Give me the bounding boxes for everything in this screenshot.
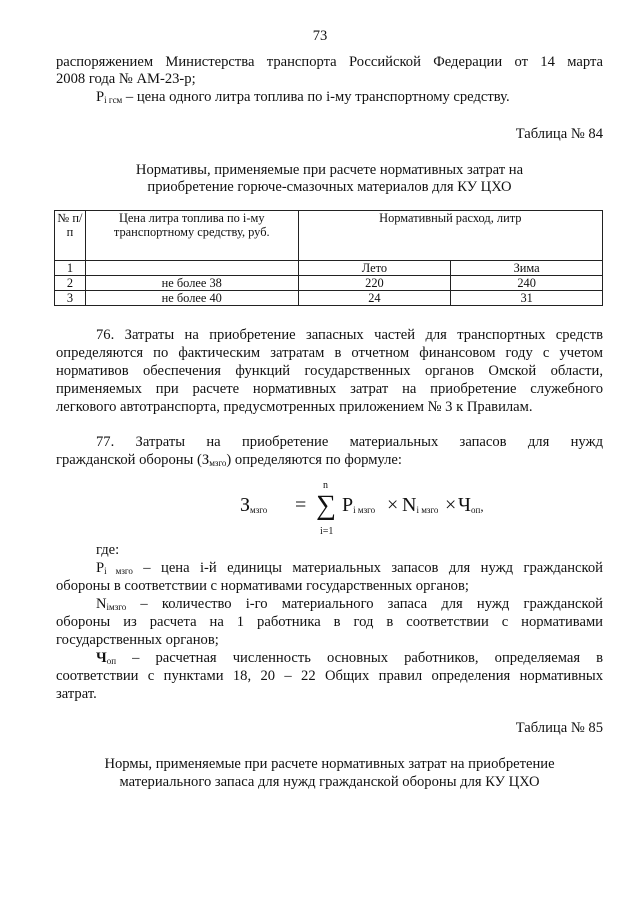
table-84-title-line-2: приобретение горюче-смазочных материалов для КУ ЦХО [147, 179, 512, 195]
row-1-price-empty [85, 261, 298, 276]
p-gsm-text: – цена одного литра топлива по i-му транспортному средству. [122, 89, 510, 105]
table-85-label: Таблица № 85 [515, 720, 603, 736]
header-price: Цена литра топлива по i-му транспортному средству, руб. [85, 211, 298, 261]
header-num: № п/п [55, 211, 86, 261]
p77-line-1: 77. Затраты на приобретение материальных запасов для нужд [96, 434, 603, 450]
row-summer: 220 [298, 276, 451, 291]
formula-times-1: × [387, 494, 399, 516]
def-p-line-1: $P_{i мзго}$ – цена i-й единицы материальных запасов для нужд гражданской [96, 560, 603, 576]
formula-times-2: × [445, 494, 457, 516]
row-winter: 240 [451, 276, 603, 291]
row-num: 3 [55, 291, 86, 306]
page-number: 73 [312, 28, 328, 44]
p76-line-5: легкового автотранспорта, предусмотренных приложением № 3 к Правилам. [56, 399, 533, 415]
fuel-norms-table [54, 210, 603, 306]
sum-symbol: ∑ [316, 490, 336, 521]
def-p-line-2: обороны в соответствии с нормативами государственных органов; [56, 578, 469, 594]
row-1-num: 1 [55, 261, 86, 276]
p77-text-b: ) определяются по формуле: [226, 452, 402, 468]
row-price: не более 38 [85, 276, 298, 291]
header-norm: Нормативный расход, литр [298, 211, 602, 261]
p-gsm-definition [96, 89, 603, 106]
table-row [55, 291, 603, 306]
def-n-line-3: государственных органов; [56, 632, 219, 648]
table-84-label: Таблица № 84 [515, 126, 603, 142]
p77-subscript: мзго [209, 458, 227, 468]
p76-line-3: нормативов обеспечения функций государственных органов Омской области, [56, 363, 603, 379]
formula-equals: = [295, 494, 307, 516]
where-label: где: [96, 542, 120, 558]
table-84-title-line-1: Нормативы, применяемые при расчете нормативных затрат на [135, 162, 524, 178]
row-winter: 31 [451, 291, 603, 306]
p77-text-a: гражданской обороны (З [56, 452, 210, 468]
row-num: 2 [55, 276, 86, 291]
intro-line-1: распоряжением Министерства транспорта Российской Федерации от 14 марта [56, 54, 603, 70]
p77-line-2 [56, 452, 603, 469]
def-ch-line-2: соответствии с пунктами 18, 20 – 22 Общих правил определения нормативных [56, 668, 603, 684]
formula-p: $P_{i мзго}$ [342, 494, 376, 516]
p76-line-1: 76. Затраты на приобретение запасных частей для транспортных средств [96, 327, 603, 343]
row-price: не более 40 [85, 291, 298, 306]
def-ch-line-1: $Ч_{оп}$ – расчетная численность основных работников, определяемая в [96, 650, 603, 666]
sum-lower-limit: i=1 [320, 526, 334, 537]
intro-line-2: 2008 года № АМ-23-р; [56, 71, 196, 87]
p-gsm-symbol: P [96, 89, 105, 105]
def-ch-line-3: затрат. [56, 686, 97, 702]
header-winter: Зима [451, 261, 603, 276]
formula-n: $N_{i мзго}$ [402, 494, 439, 516]
formula-ch: $Ч_{оп}$, [458, 494, 484, 516]
row-summer: 24 [298, 291, 451, 306]
p76-line-4: применяемых при расчете нормативных затрат на приобретение служебного [56, 381, 603, 397]
p76-line-2: определяются по фактическим затратам в отчетном финансовом году с учетом [56, 345, 603, 361]
header-summer: Лето [298, 261, 451, 276]
table-85-title-line-1: Нормы, применяемые при расчете нормативных затрат на приобретение [104, 756, 555, 772]
sum-upper-limit: n [323, 480, 328, 491]
cost-formula [240, 478, 484, 538]
table-85-title-line-2: материального запаса для нужд гражданской обороны для КУ ЦХО [119, 774, 540, 790]
def-n-line-2: обороны из расчета на 1 работника в год в соответствии с нормативами [56, 614, 603, 630]
table-row [55, 276, 603, 291]
def-n-line-1: $N_{iмзго}$ – количество i-го материального запаса для нужд гражданской [96, 596, 603, 612]
formula-lhs: $З_{мзго}$ [240, 494, 268, 516]
p-gsm-subscript: i гсм [104, 95, 123, 105]
